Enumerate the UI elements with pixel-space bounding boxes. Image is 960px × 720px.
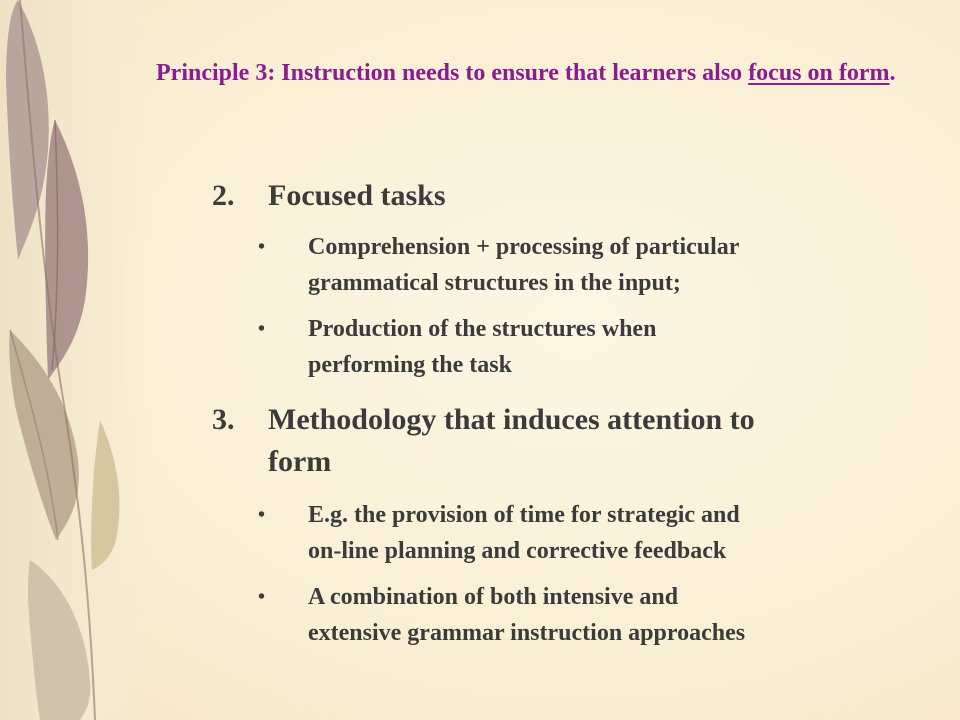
- bullet-line: A combination of both intensive and: [308, 584, 679, 610]
- bullet-line: on-line planning and corrective feedback: [308, 538, 727, 564]
- slide-title: [156, 55, 896, 91]
- title-prefix: Principle 3: Instruction needs to ensure that learners also: [156, 60, 749, 86]
- bullet-icon: •: [258, 318, 266, 340]
- bullet-line: Comprehension + processing of particular: [308, 234, 740, 260]
- bullet-line: E.g. the provision of time for strategic and: [308, 502, 740, 528]
- bullet-line: Production of the structures when: [308, 316, 657, 342]
- item-number: 2.: [212, 179, 235, 212]
- item-heading: Focused tasks: [268, 179, 446, 212]
- title-suffix: .: [889, 60, 896, 86]
- title-focus-on-form: focus on form: [748, 60, 890, 86]
- bullet-line: grammatical structures in the input;: [308, 270, 681, 296]
- bullet-icon: •: [258, 586, 266, 608]
- bullet-line: performing the task: [308, 352, 512, 378]
- dried-leaves-illustration: [0, 0, 150, 720]
- bullet-line: extensive grammar instruction approaches: [308, 620, 746, 646]
- bullet-icon: •: [258, 236, 266, 258]
- item-heading: Methodology that induces attention to: [268, 403, 755, 436]
- item-number: 3.: [212, 403, 235, 436]
- bullet-icon: •: [258, 504, 266, 526]
- item-heading-line2: form: [268, 445, 332, 478]
